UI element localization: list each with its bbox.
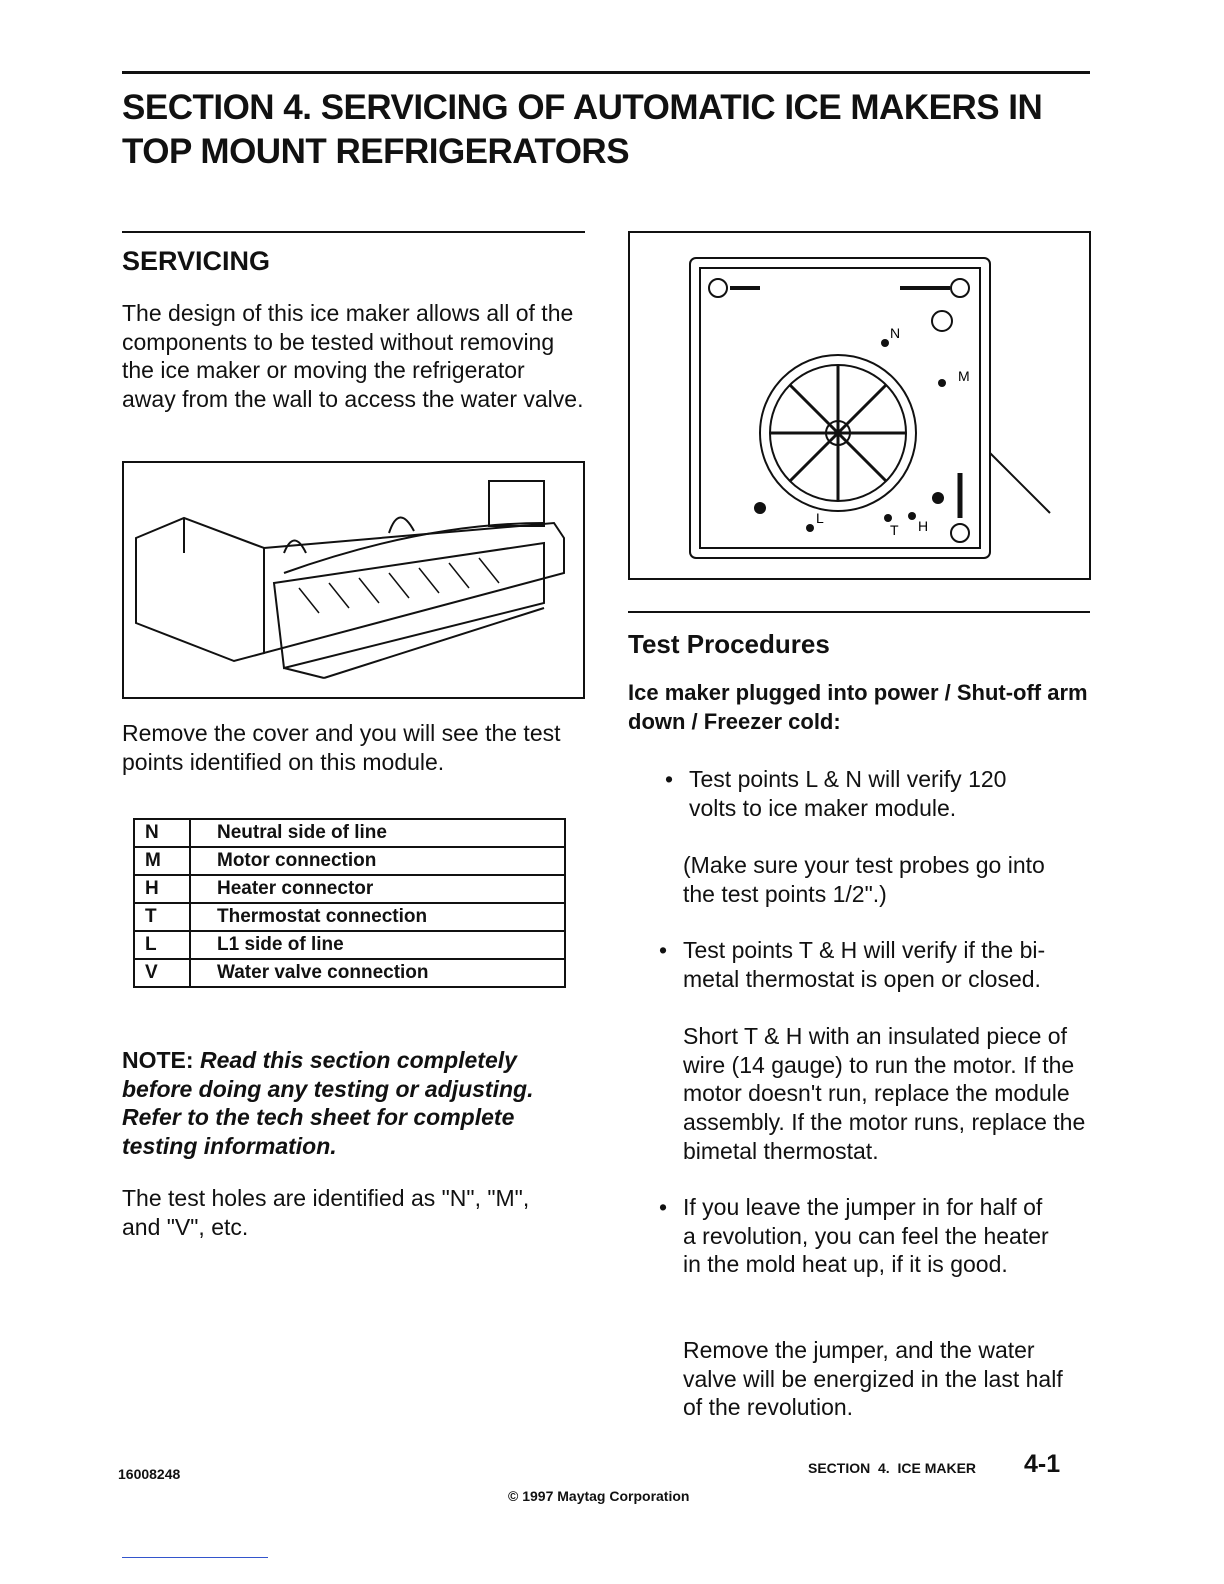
description-cell: Heater connector	[190, 875, 565, 903]
footer-section: SECTION 4. ICE MAKER	[808, 1460, 977, 1476]
code-cell: H	[134, 875, 190, 903]
table-row	[134, 959, 565, 987]
ice-maker-drawing	[124, 463, 583, 697]
note-label: NOTE:	[122, 1047, 194, 1073]
intro-text: The design of this ice maker allows all of the components to be tested without removing the ice maker or moving the refrigerator away from the wall to access the water valve.	[122, 300, 584, 413]
probe-note: (Make sure your test probes go into the test points 1/2".)	[683, 852, 1045, 907]
page-title: SECTION 4. SERVICING OF AUTOMATIC ICE MAKERS IN TOP MOUNT REFRIGERATORS	[122, 88, 1043, 171]
description-cell: Water valve connection	[190, 959, 565, 987]
copyright: © 1997 Maytag Corporation	[508, 1488, 690, 1504]
blue-underline	[122, 1557, 268, 1558]
ice-maker-illustration	[122, 461, 585, 699]
label-l: L	[816, 510, 824, 526]
description-cell: Thermostat connection	[190, 903, 565, 931]
bullet-l-n: • Test points L & N will verify 120 volts to ice maker module.	[689, 765, 1049, 822]
test-point-table	[133, 818, 566, 988]
short-th-text: Short T & H with an insulated piece of wire (14 gauge) to run the motor. If the motor doesn't run, replace the module assembly. If the motor runs, replace the bimetal thermostat.	[683, 1023, 1086, 1164]
description-cell: Motor connection	[190, 847, 565, 875]
bullet-t-h: • Test points T & H will verify if the bi-metal thermostat is open or closed.	[683, 936, 1083, 993]
table-row	[134, 819, 565, 847]
page-number: 4-1	[1024, 1450, 1061, 1478]
description-cell: L1 side of line	[190, 931, 565, 959]
test-rule	[628, 611, 1090, 613]
cover-text: Remove the cover and you will see the test points identified on this module.	[122, 720, 561, 775]
section-rule	[122, 231, 585, 233]
code-cell: V	[134, 959, 190, 987]
top-rule	[122, 71, 1090, 74]
test-condition: Ice maker plugged into power / Shut-off arm down / Freezer cold:	[628, 680, 1088, 734]
table-row	[134, 875, 565, 903]
code-cell: M	[134, 847, 190, 875]
module-drawing	[630, 233, 1089, 578]
label-n: N	[890, 325, 901, 341]
test-holes-text: The test holes are identified as "N", "M", and "V", etc.	[122, 1185, 530, 1240]
servicing-heading: SERVICING	[122, 246, 271, 276]
bullet-jumper: • If you leave the jumper in for half of a revolution, you can feel the heater in the mold heat up, if it is good.	[683, 1193, 1053, 1279]
test-procedures-heading: Test Procedures	[628, 629, 830, 659]
doc-number: 16008248	[118, 1466, 181, 1482]
remove-jumper-text: Remove the jumper, and the water valve will be energized in the last half of the revolution.	[683, 1337, 1063, 1421]
label-t: T	[890, 522, 899, 538]
table-row	[134, 931, 565, 959]
code-cell: N	[134, 819, 190, 847]
label-m: M	[958, 368, 970, 384]
description-cell: Neutral side of line	[190, 819, 565, 847]
code-cell: T	[134, 903, 190, 931]
label-h: H	[918, 518, 929, 534]
table-row	[134, 847, 565, 875]
code-cell: L	[134, 931, 190, 959]
note	[122, 1046, 562, 1160]
module-illustration	[628, 231, 1091, 580]
note-text: Read this section completely before doing any testing or adjusting. Refer to the tech sheet for complete testing information.	[122, 1047, 534, 1159]
table-row	[134, 903, 565, 931]
